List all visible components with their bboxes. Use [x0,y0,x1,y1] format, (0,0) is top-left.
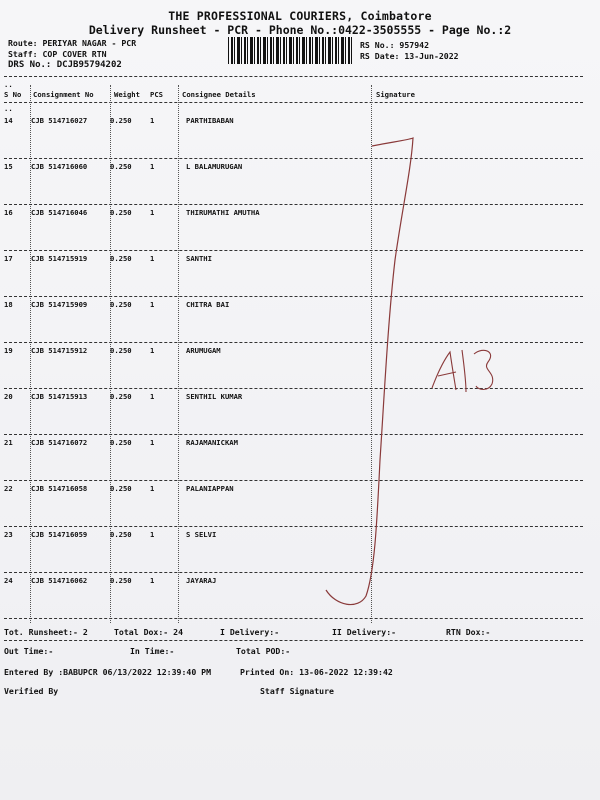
row-consignment: CJB 514716059 [31,530,88,539]
row-pcs: 1 [150,254,155,263]
row-consignment: CJB 514716072 [31,438,88,447]
row-sno: 19 [4,346,13,355]
row-consignment: CJB 514715919 [31,254,88,263]
col-sno: S No [4,90,22,99]
rs-number: RS No.: 957942 [360,40,430,50]
row-consignment: CJB 514716027 [31,116,88,125]
rs-date: RS Date: 13-Jun-2022 [360,51,459,61]
row-pcs: 1 [150,208,155,217]
entered-by: Entered By :BABUPCR 06/13/2022 12:39:40 PM [4,667,212,677]
out-time: Out Time:- [4,646,54,656]
row-pcs: 1 [150,300,155,309]
verified-by: Verified By [4,686,59,696]
first-delivery: I Delivery:- [220,627,280,637]
row-weight: 0.250 [110,208,132,217]
row-pcs: 1 [150,576,155,585]
row-consignee: JAYARAJ [186,576,217,585]
document-title: Delivery Runsheet - PCR - Phone No.:0422-3505555 - Page No.:2 [88,23,512,37]
second-delivery: II Delivery:- [332,627,397,637]
row-weight: 0.250 [110,576,132,585]
row-consignee: S SELVI [186,530,217,539]
row-weight: 0.250 [110,438,132,447]
row-weight: 0.250 [110,300,132,309]
row-consignment: CJB 514716046 [31,208,88,217]
row-consignment: CJB 514715909 [31,300,88,309]
row-sno: 17 [4,254,13,263]
row-consignment: CJB 514715912 [31,346,88,355]
row-pcs: 1 [150,484,155,493]
row-sno: 22 [4,484,13,493]
total-dox: Total Dox:- 24 [114,627,184,637]
col-pcs: PCS [150,90,163,99]
row-consignment: CJB 514716058 [31,484,88,493]
row-consignee: THIRUMATHI AMUTHA [186,208,260,217]
row-weight: 0.250 [110,530,132,539]
row-pcs: 1 [150,116,155,125]
dots-marker: .. [4,80,13,89]
row-consignee: SANTHI [186,254,212,263]
row-weight: 0.250 [110,392,132,401]
row-sno: 24 [4,576,13,585]
row-consignee: PALANIAPPAN [186,484,234,493]
row-pcs: 1 [150,392,155,401]
row-consignee: ARUMUGAM [186,346,221,355]
drs-number: DRS No.: DCJB95794202 [8,60,122,70]
company-title: THE PROFESSIONAL COURIERS, Coimbatore [168,9,432,23]
row-pcs: 1 [150,162,155,171]
total-pod: Total POD:- [236,646,291,656]
row-sno: 15 [4,162,13,171]
row-weight: 0.250 [110,116,132,125]
row-sno: 21 [4,438,13,447]
row-consignee: PARTHIBABAN [186,116,234,125]
row-pcs: 1 [150,530,155,539]
row-sno: 18 [4,300,13,309]
row-weight: 0.250 [110,162,132,171]
row-weight: 0.250 [110,254,132,263]
row-pcs: 1 [150,438,155,447]
row-sno: 16 [4,208,13,217]
staff-text: Staff: COP COVER RTN [8,49,107,59]
staff-signature-label: Staff Signature [260,686,334,696]
in-time: In Time:- [130,646,175,656]
row-sno: 23 [4,530,13,539]
row-consignee: RAJAMANICKAM [186,438,238,447]
route-text: Route: PERIYAR NAGAR - PCR [8,38,137,48]
row-weight: 0.250 [110,484,132,493]
row-pcs: 1 [150,346,155,355]
row-consignee: L BALAMURUGAN [186,162,243,171]
col-signature: Signature [376,90,415,99]
printed-on: Printed On: 13-06-2022 12:39:42 [240,667,393,677]
row-consignee: SENTHIL KUMAR [186,392,243,401]
row-sno: 14 [4,116,13,125]
row-sno: 20 [4,392,13,401]
dots-marker-2: .. [4,104,13,113]
row-consignee: CHITRA BAI [186,300,230,309]
col-consignment: Consignment No [33,90,94,99]
rtn-dox: RTN Dox:- [446,627,491,637]
total-runsheet: Tot. Runsheet:- 2 [4,627,88,637]
row-weight: 0.250 [110,346,132,355]
row-consignment: CJB 514715913 [31,392,88,401]
row-consignment: CJB 514716060 [31,162,88,171]
row-consignment: CJB 514716062 [31,576,88,585]
col-weight: Weight [114,90,140,99]
col-consignee: Consignee Details [182,90,256,99]
